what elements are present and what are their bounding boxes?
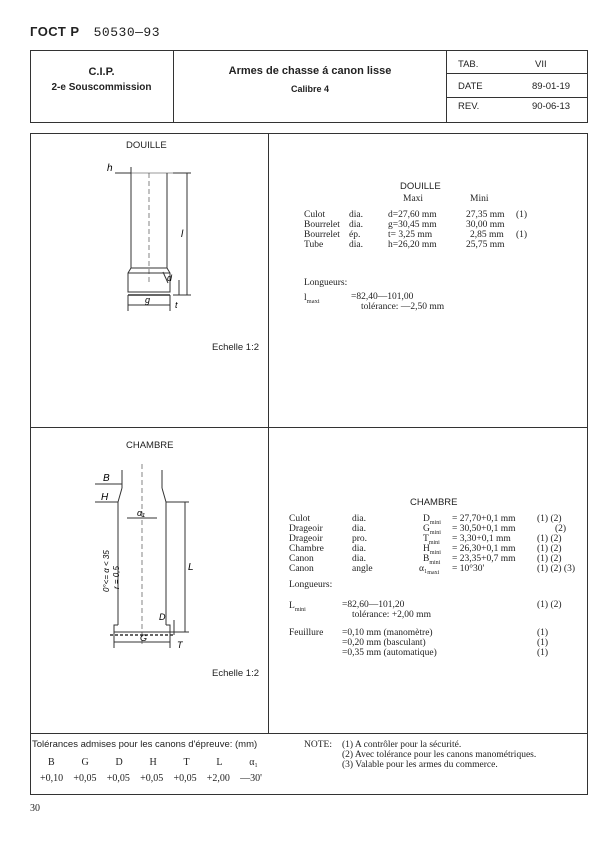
chambre-r-note: r = 0,5 (112, 566, 121, 589)
standard-label: ГОСТ Р (30, 24, 80, 39)
note-item-2: (2) Avec tolérance pour les canons manométriques. (342, 750, 537, 760)
table-row: Culot dia. d=27,60 mm 27,35 mm (1) (304, 210, 528, 220)
table-row: Bourrelet dia. g=30,45 mm 30,00 mm (304, 220, 505, 230)
meta-rev-value: 90-06-13 (532, 101, 571, 112)
chambre-table-title: CHAMBRE (410, 497, 458, 508)
list-item: =0,20 mm (basculant) (1) (342, 638, 549, 648)
caliber: Calibre 4 (290, 84, 330, 94)
table-row: Culot dia. $D_{mini}$ = 27,70+0,1 mm (1) (2) (289, 514, 562, 526)
chambre-L-label: $L_{mini}$ (289, 601, 306, 613)
note-item-3: (3) Valable pour les armes du commerce. (342, 760, 498, 770)
table-row: Chambre dia. $H_{mini}$ = 26,30+0,1 mm (1) (2) (289, 544, 562, 556)
chambre-label-G: G (140, 633, 148, 643)
douille-label-l: l (181, 229, 184, 240)
douille-lengths-title: Longueurs: (304, 278, 348, 288)
page-header (30, 24, 160, 40)
chambre-label-T: T (177, 640, 183, 650)
org-name: C.I.P. (88, 66, 115, 78)
douille-drawing (95, 155, 205, 325)
douille-l-value: =82,40—101,00 (351, 292, 414, 302)
note-item-1: (1) A contrôler pour la sécurité. (342, 740, 462, 750)
chambre-label-alpha: α₁ (137, 508, 145, 518)
meta-tab-value: VII (535, 59, 547, 70)
meta-rev-label: REV. (458, 101, 480, 112)
page-number: 30 (30, 803, 40, 814)
meta-date-label: DATE (458, 81, 483, 92)
douille-col-maxi: Maxi (403, 194, 424, 204)
tolerances-values: +0,10 +0,05 +0,05 +0,05 +0,05 +2,00 —30' (40, 773, 262, 784)
table-row: Canon angle $\alpha_1_{maxi}$ = 10°30' (1) (2) (3) (289, 564, 575, 576)
table-row: Tube dia. h=26,20 mm 25,75 mm (304, 240, 505, 250)
douille-label-h: h (107, 163, 113, 174)
douille-l-label: $l_{maxi}$ (304, 293, 320, 305)
douille-scale: Echelle 1:2 (212, 342, 260, 353)
list-item: =0,35 mm (automatique) (1) (342, 648, 549, 658)
douille-table-title: DOUILLE (400, 181, 441, 192)
tolerances-symbols: B G D H T L α₁ (48, 757, 258, 768)
douille-label-d: d (167, 273, 173, 283)
chambre-L-tolerance: tolérance: +2,00 mm (352, 610, 431, 620)
douille-l-tolerance: tolérance: —2,50 mm (361, 302, 445, 312)
list-item: =0,10 mm (manomètre) (1) (342, 628, 549, 638)
document-title: Armes de chasse á canon lisse (228, 65, 392, 77)
chambre-drawing (85, 462, 200, 662)
chambre-angle-note: 0°<= α < 35 (102, 550, 111, 592)
chambre-lengths-title: Longueurs: (289, 580, 333, 590)
subcommission: 2-e Souscommission (51, 82, 152, 93)
table-row: Drageoir dia. $G_{mini}$ = 30,50+0,1 mm (2) (289, 524, 567, 536)
table-row: Canon dia. $B_{mini}$ = 23,35+0,7 mm (1) (2) (289, 554, 562, 566)
chambre-label-D: D (159, 612, 166, 622)
chambre-drawing-title: CHAMBRE (126, 440, 174, 451)
douille-col-mini: Mini (470, 194, 489, 204)
standard-number: 50530—93 (93, 25, 161, 40)
notes-title: NOTE: (304, 740, 332, 750)
meta-date-value: 89-01-19 (532, 81, 571, 92)
feuillure-label: Feuillure (289, 628, 324, 638)
chambre-L-value: =82,60—101,20 (342, 600, 405, 610)
chambre-label-H: H (101, 492, 109, 503)
douille-label-t: t (175, 300, 178, 310)
chambre-label-L: L (188, 562, 194, 573)
table-row: Bourrelet ép. t= 3,25 mm 2,85 mm (1) (304, 230, 528, 240)
douille-drawing-title: DOUILLE (126, 140, 167, 151)
chambre-scale: Echelle 1:2 (212, 668, 260, 679)
chambre-L-notes: (1) (2) (537, 600, 562, 610)
tolerances-title: Tolérances admises pour les canons d'épreuve: (mm) (32, 739, 258, 750)
meta-tab-label: TAB. (458, 59, 479, 70)
table-row: Drageoir pro. $T_{mini}$ = 3,30+0,1 mm (1) (2) (289, 534, 562, 546)
chambre-label-B: B (103, 473, 110, 484)
douille-label-g: g (145, 295, 151, 305)
